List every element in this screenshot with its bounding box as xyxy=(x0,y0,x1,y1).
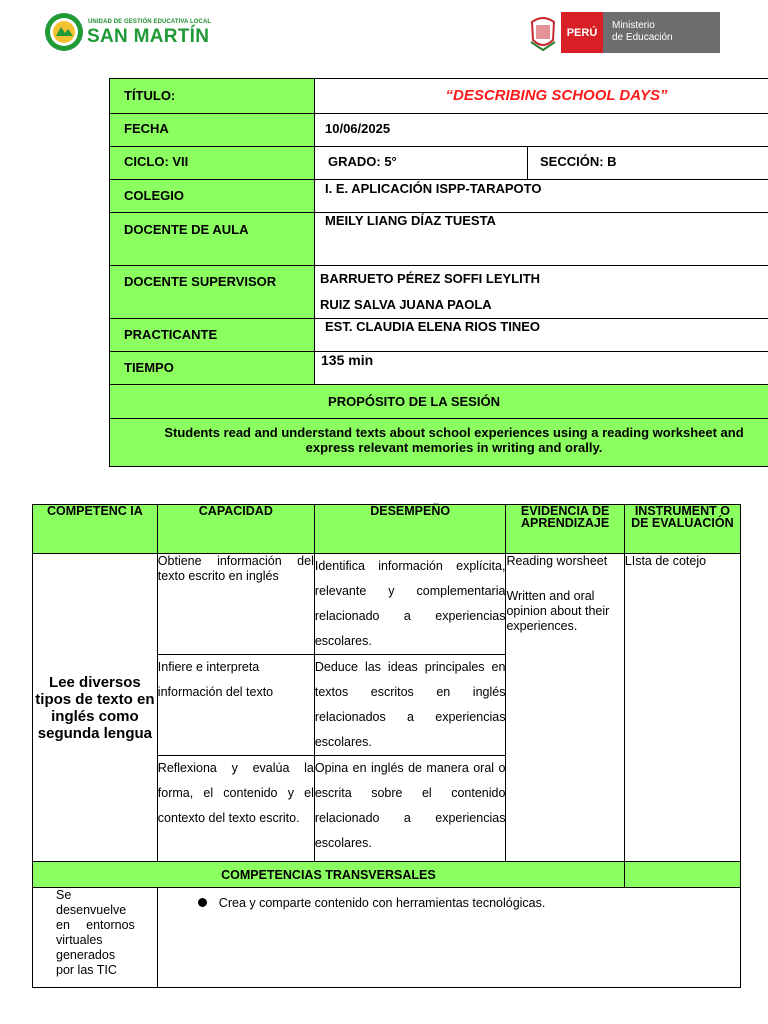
desempeno-3: Opina en inglés de manera oral o escrita sobre el contenido relacionado a experiencias escolares. xyxy=(314,756,506,862)
ministerio-label xyxy=(603,12,720,53)
transversales-label: COMPETENCIAS TRANSVERSALES xyxy=(33,862,625,888)
ministerio-line-1: Ministerio xyxy=(612,20,655,31)
transversal-capacidad: Crea y comparte contenido con herramientas tecnológicas. xyxy=(218,896,546,910)
ugel-title: SAN MARTÍN xyxy=(87,26,210,47)
header-evidencia: EVIDENCIA DE APRENDIZAJE xyxy=(506,505,624,554)
colegio-label: COLEGIO xyxy=(110,180,315,213)
header-instrumento: INSTRUMENT O DE EVALUACIÓN xyxy=(624,505,740,554)
seccion-value: SECCIÓN: B xyxy=(528,147,768,180)
titulo-value: “DESCRIBING SCHOOL DAYS” xyxy=(315,79,768,114)
transversal-capacidad-cell xyxy=(157,888,740,988)
session-info-table xyxy=(109,78,768,467)
header-capacidad: CAPACIDAD xyxy=(157,505,314,554)
header-competencia: COMPETENC IA xyxy=(33,505,158,554)
desempeno-2: Deduce las ideas principales en textos escritos en inglés relacionados a experiencias escolares. xyxy=(314,655,506,756)
docente-aula-label: DOCENTE DE AULA xyxy=(110,213,315,266)
transversales-empty xyxy=(624,862,740,888)
docente-aula-value: MEILY LIANG DÍAZ TUESTA xyxy=(315,213,768,266)
docente-supervisor-label: DOCENTE SUPERVISOR xyxy=(110,266,315,319)
peru-label: PERÚ xyxy=(561,12,603,53)
tiempo-label: TIEMPO xyxy=(110,352,315,385)
transversal-competencia: Se desenvuelve en entornos virtuales generados por las TIC xyxy=(33,888,158,988)
grado-value: GRADO: 5° xyxy=(315,147,528,180)
fecha-value: 10/06/2025 xyxy=(315,114,768,147)
proposito-label: PROPÓSITO DE LA SESIÓN xyxy=(110,385,768,419)
desempeno-1: Identifica información explícita, relevante y complementaria relacionado a experiencias escolares. xyxy=(314,554,506,655)
bullet-icon xyxy=(198,898,207,907)
competency-matrix xyxy=(32,504,741,988)
evidencia-cell xyxy=(506,554,624,862)
ugel-logo xyxy=(44,12,224,56)
ugel-emblem-icon xyxy=(44,12,84,52)
titulo-label: TÍTULO: xyxy=(110,79,315,114)
ciclo-label: CICLO: VII xyxy=(110,147,315,180)
capacidad-1: Obtiene información del texto escrito en inglés xyxy=(157,554,314,655)
ministerio-line-2: de Educación xyxy=(612,32,673,43)
instrumento-cell: LIsta de cotejo xyxy=(624,554,740,862)
competencia-cell: Lee diversos tipos de texto en inglés como segunda lengua xyxy=(33,554,158,862)
evidencia-2: Written and oral opinion about their experiences. xyxy=(506,589,610,633)
colegio-value: I. E. APLICACIÓN ISPP-TARAPOTO xyxy=(315,180,768,213)
practicante-value: EST. CLAUDIA ELENA RIOS TINEO xyxy=(315,319,768,352)
docente-supervisor-value xyxy=(315,266,768,319)
header-desempeno: DESEMPEÑO xyxy=(314,505,506,554)
minedu-logo xyxy=(528,12,720,53)
fecha-label: FECHA xyxy=(110,114,315,147)
practicante-label: PRACTICANTE xyxy=(110,319,315,352)
supervisor-1: BARRUETO PÉREZ SOFFI LEYLITH xyxy=(320,271,541,286)
proposito-text: Students read and understand texts about school experiences using a reading worksheet and express relevant memories in writing and orally. xyxy=(110,419,768,467)
supervisor-2: RUIZ SALVA JUANA PAOLA xyxy=(320,297,492,312)
capacidad-2: Infiere e interpreta información del texto xyxy=(157,655,314,756)
ugel-subtitle: UNIDAD DE GESTIÓN EDUCATIVA LOCAL xyxy=(88,19,212,25)
evidencia-1: Reading worsheet xyxy=(506,554,608,568)
peru-shield-icon xyxy=(528,12,558,53)
capacidad-3: Reflexiona y evalúa la forma, el contenido y el contexto del texto escrito. xyxy=(157,756,314,862)
tiempo-value: 135 min xyxy=(315,352,768,385)
